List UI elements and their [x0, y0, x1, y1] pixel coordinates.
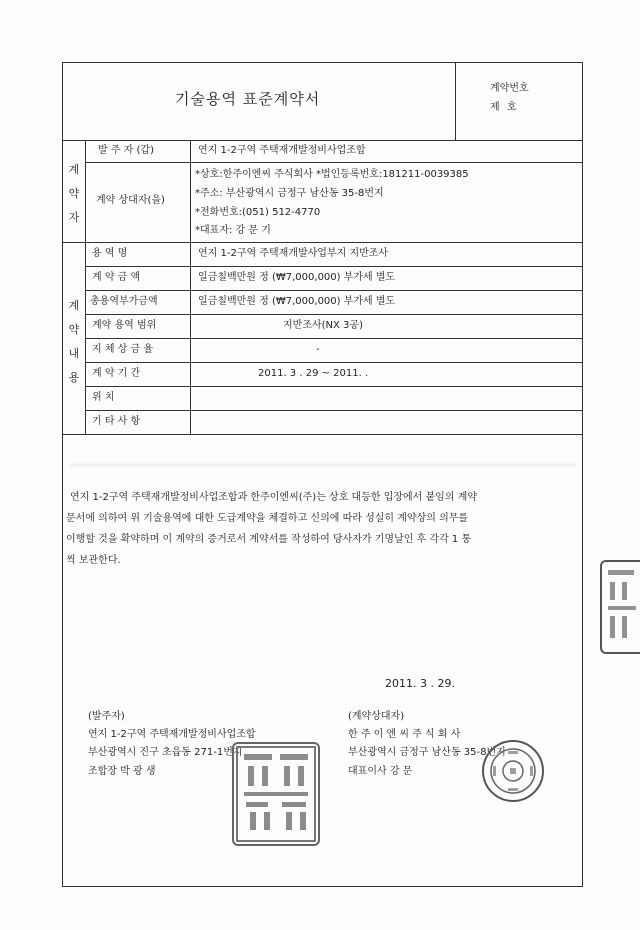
- scan-artifact: [70, 462, 575, 468]
- rule: [85, 386, 583, 387]
- client-representative: 조합장 박 광 생: [88, 766, 156, 777]
- row-label: 위 치: [92, 392, 115, 403]
- edge-seal: [600, 560, 640, 654]
- rule: [62, 434, 583, 435]
- contract-number-label: 계약번호: [490, 83, 529, 94]
- contractor-label: 계약 상대자(을): [96, 195, 165, 206]
- row-value: 연지 1-2구역 주택재개발사업부지 지반조사: [198, 248, 389, 259]
- client-value: 연지 1-2구역 주택재개발정비사업조합: [198, 145, 366, 156]
- contractor-line: *상호:한주이엔씨 주식회사 *법인등록번호:181211-0039385: [195, 169, 469, 180]
- row-value: 일금칠백만원 정 (₩7,000,000) 부가세 별도: [198, 272, 396, 283]
- contract-date: 2011. 3 . 29.: [385, 677, 455, 690]
- row-label: 지 체 상 금 율: [92, 344, 154, 355]
- contractor-name: 한 주 이 엔 씨 주 식 회 사: [348, 729, 461, 740]
- row-label: 기 타 사 항: [92, 416, 141, 427]
- contractor-heading: (계약상대자): [348, 711, 405, 722]
- client-seal: [232, 742, 320, 846]
- contractor-line: *대표자: 강 문 기: [195, 225, 271, 236]
- rule: [85, 162, 583, 163]
- body-line: 연지 1-2구역 주택재개발정비사업조합과 한주이엔씨(주)는 상호 대등한 입장에서 붙임의 계약: [70, 492, 477, 503]
- rule: [85, 314, 583, 315]
- rule: [85, 362, 583, 363]
- row-label: 계약 용역 범위: [92, 320, 157, 331]
- row-value: 일금칠백만원 정 (₩7,000,000) 부가세 별도: [198, 296, 396, 307]
- title-divider: [455, 62, 456, 140]
- row-label: 총용역부가금액: [90, 296, 158, 307]
- row-label: 계 약 기 간: [92, 368, 141, 379]
- contract-number-value: 제 호: [490, 102, 519, 113]
- rule: [85, 338, 583, 339]
- client-name: 연지 1-2구역 주택재개발정비사업조합: [88, 729, 256, 740]
- rule: [62, 242, 583, 243]
- rule: [62, 140, 583, 141]
- row-value: 지반조사(NX 3공): [283, 320, 363, 331]
- rule: [85, 290, 583, 291]
- rule: [85, 410, 583, 411]
- row-value: 2011. 3 . 29 ~ 2011. .: [258, 368, 369, 379]
- contractor-line: *전화번호:(051) 512-4770: [195, 207, 321, 218]
- contractor-line: *주소: 부산광역시 금정구 남산동 35-8번지: [195, 188, 384, 199]
- client-seal-graphic: [234, 744, 318, 844]
- row-value: -: [316, 344, 320, 355]
- body-line: 이행할 것을 확약하며 이 계약의 증거로서 계약서를 작성하여 당사자가 기명날인 후 각각 1 통: [66, 534, 472, 545]
- contents-section-label: 계 약 내 용: [68, 299, 80, 384]
- row-label: 계 약 금 액: [92, 272, 141, 283]
- rule: [85, 266, 583, 267]
- client-label: 발 주 자 (갑): [98, 145, 154, 156]
- row-label: 용 역 명: [92, 248, 128, 259]
- client-address: 부산광역시 진구 초읍동 271-1번지: [88, 747, 243, 758]
- body-line: 씩 보관한다.: [66, 555, 121, 566]
- client-heading: (발주자): [88, 711, 125, 722]
- contractor-address: 부산광역시 금정구 남산동 35-8번지: [348, 747, 506, 758]
- body-line: 문서에 의하여 위 기술용역에 대한 도급계약을 체결하고 신의에 따라 성실히 계약상의 의무를: [66, 513, 469, 524]
- edge-seal-graphic: [602, 562, 640, 648]
- section-divider: [85, 140, 86, 434]
- parties-section-label: 계 약 자: [68, 163, 80, 224]
- contractor-seal-graphic: [484, 742, 542, 800]
- contractor-representative: 대표이사 강 문: [348, 766, 413, 777]
- document-title: 기술용역 표준계약서: [175, 90, 321, 108]
- contractor-seal: [482, 740, 544, 802]
- label-divider: [190, 140, 191, 434]
